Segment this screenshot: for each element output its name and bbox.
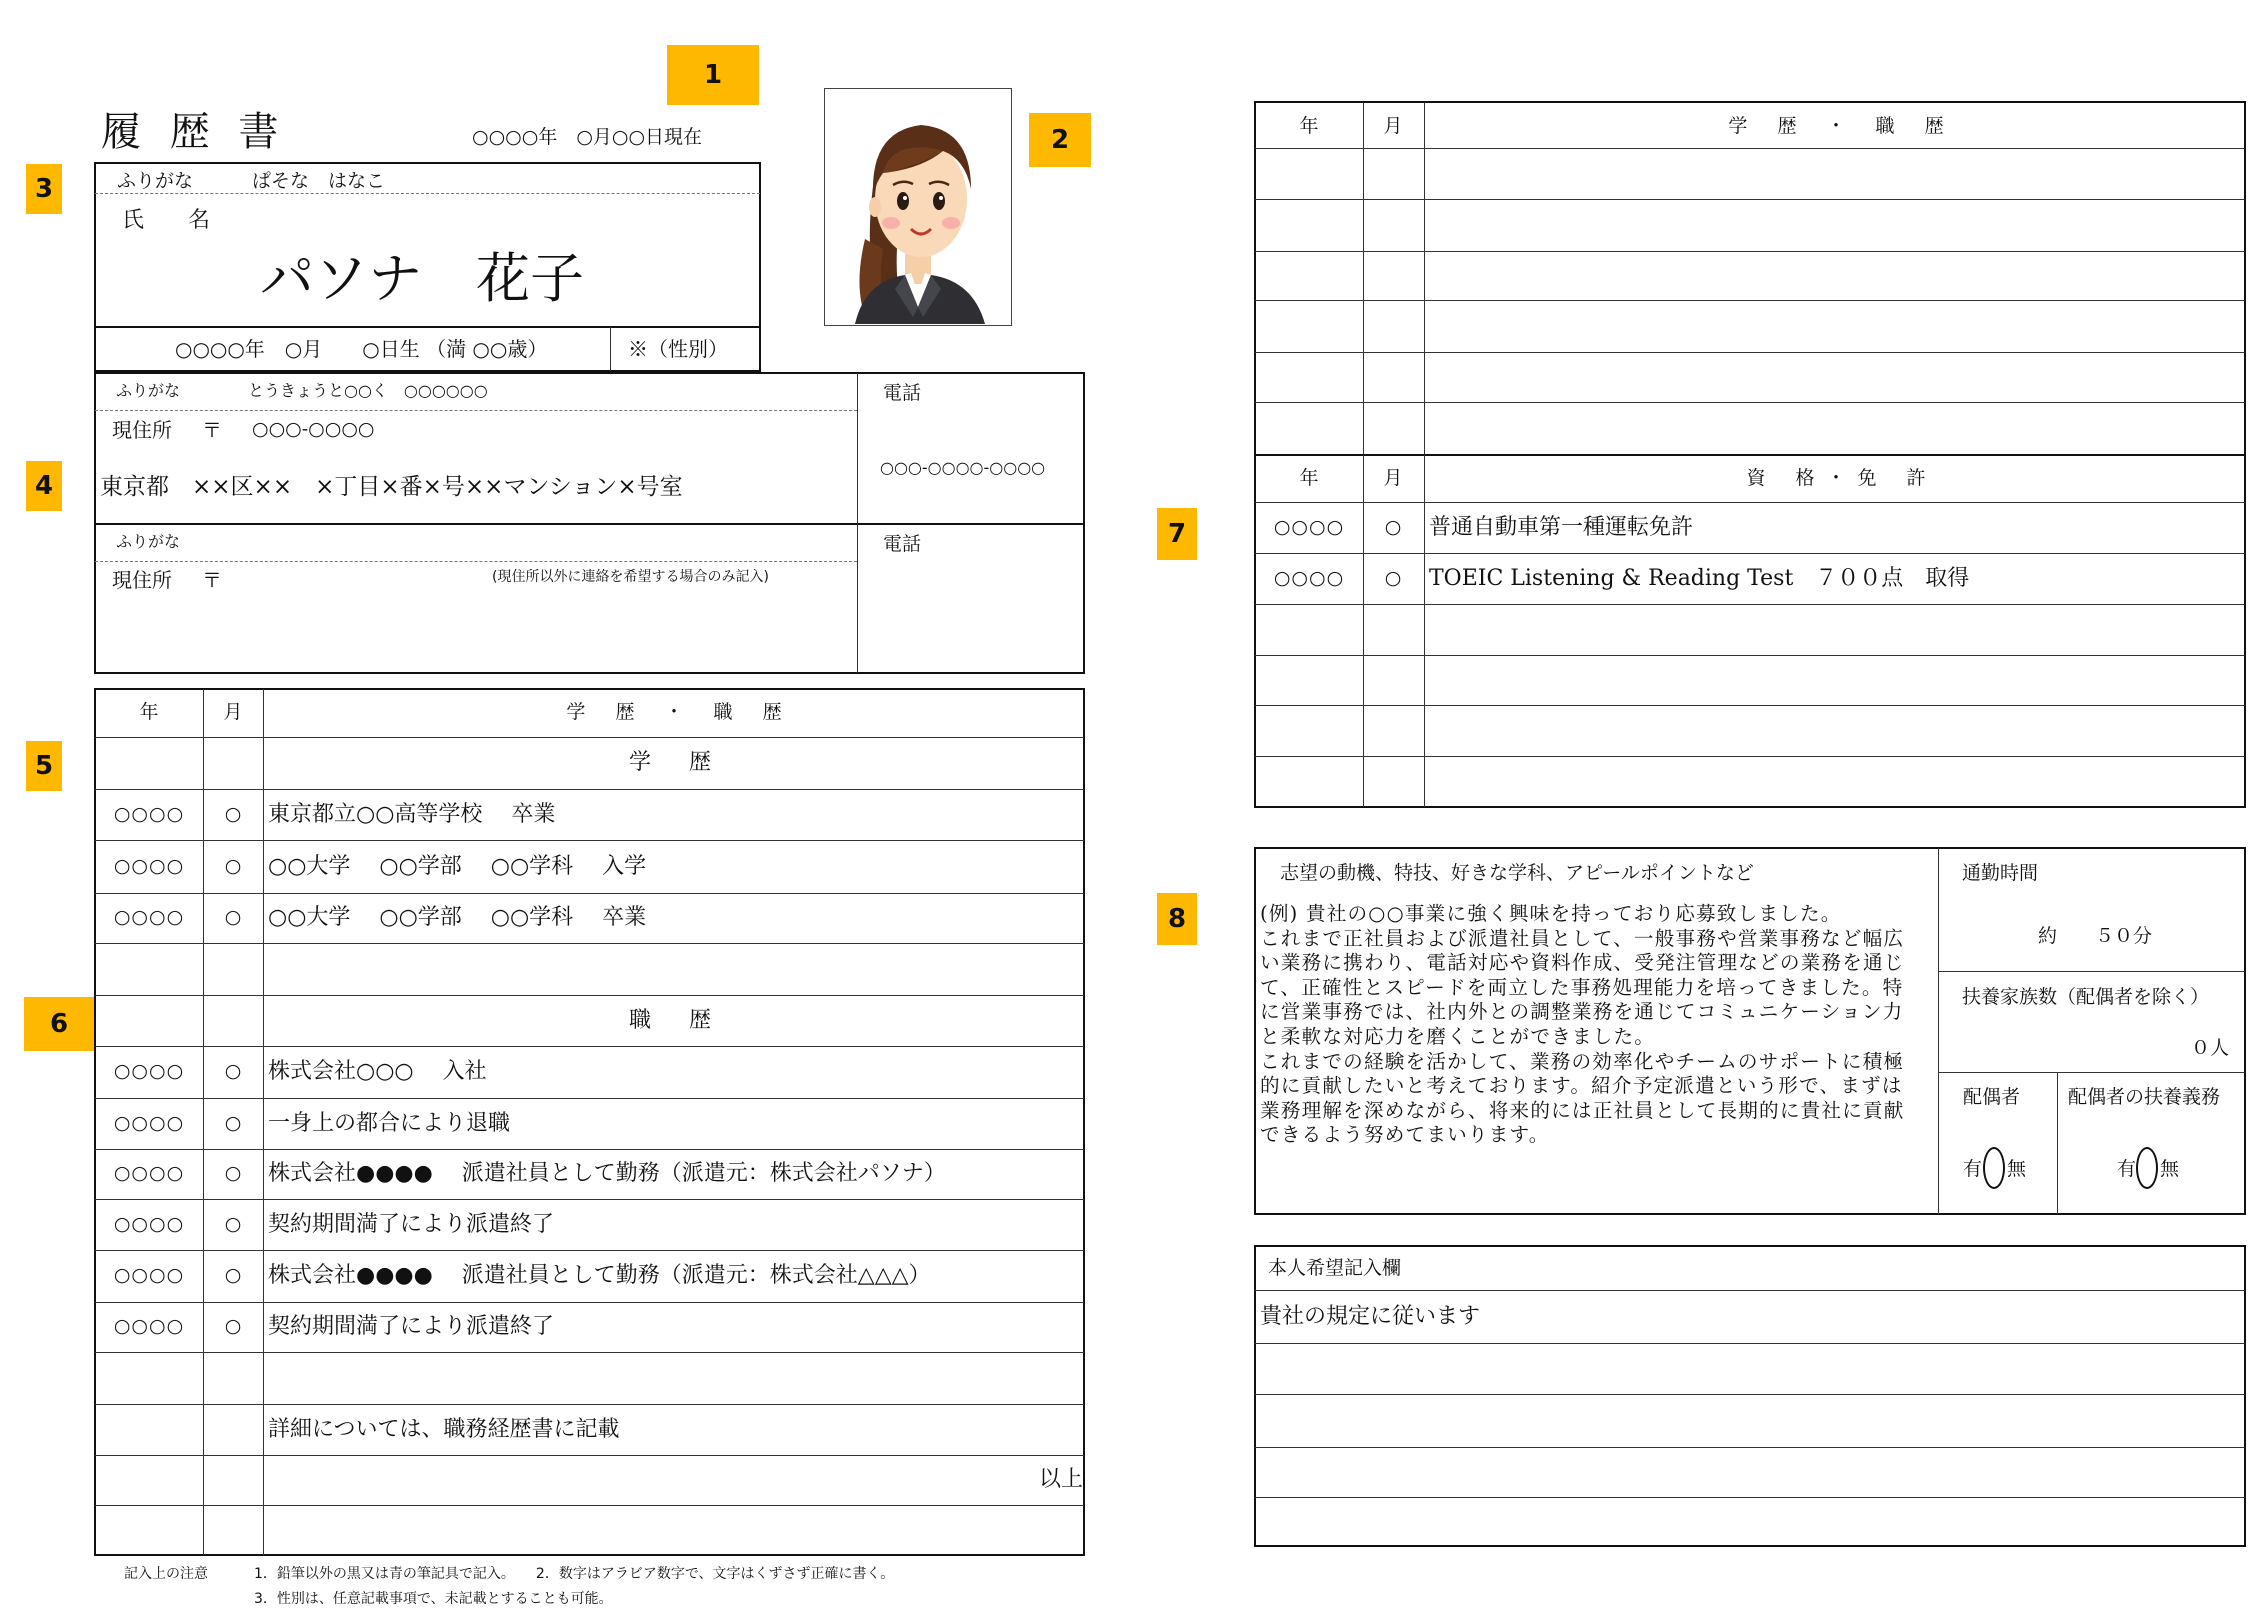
spouse-support-no: 無 (2160, 1158, 2180, 1180)
license-row (1254, 604, 2246, 655)
address-box-2 (94, 523, 1085, 674)
address2-postal-mark: 〒 (202, 568, 222, 592)
history-text: 詳細については、職務経歴書に記載 (268, 1416, 620, 1442)
photo-frame (824, 88, 1012, 326)
name-furigana-label: ふりがな (117, 170, 194, 192)
license-year: ○○○○ (1273, 515, 1345, 538)
history-month: ○ (224, 906, 242, 928)
history-text: 職 歴 (628, 1007, 720, 1033)
license-month: ○ (1384, 566, 1402, 589)
badge-1: 1 (667, 45, 759, 105)
history-month: ○ (224, 802, 242, 825)
badge-3: 3 (26, 164, 62, 214)
history-month: ○ (224, 1315, 242, 1337)
spouse-circle (1983, 1147, 2005, 1189)
history-text: 契約期間満了により派遣終了 (268, 1211, 555, 1237)
address1-furigana: とうきょうと○○く ○○○○○○ (248, 381, 488, 400)
spouse-support-label: 配偶者の扶養義務 (2068, 1086, 2221, 1108)
license-row (1254, 502, 2246, 553)
history-text: ○○大学 ○○学部 ○○学科 卒業 (268, 905, 647, 930)
full-name: パソナ 花子 (260, 247, 584, 310)
wishes-label: 本人希望記入欄 (1268, 1257, 1402, 1279)
history-year: ○○○○ (113, 906, 185, 928)
notes-line-1: 1．鉛筆以外の黒又は青の筆記具で記入。 2．数字はアラビア数字で、文字はくずさず正確に書く。 (254, 1566, 895, 1582)
badge-8: 8 (1157, 893, 1197, 945)
address1-label: 現住所 (112, 418, 172, 442)
history-text: 株式会社●●●● 派遣社員として勤務（派遣元：株式会社パソナ） (268, 1161, 946, 1186)
current-date: ○○○○年 ○月○○日現在 (472, 126, 703, 148)
history-row (94, 943, 1085, 995)
history-row (94, 1455, 1085, 1505)
history-year: ○○○○ (113, 802, 185, 825)
history-text: ○○大学 ○○学部 ○○学科 入学 (268, 853, 647, 879)
licenses-header-year: 年 (1299, 467, 1319, 489)
history-month: ○ (224, 1264, 242, 1286)
history-header-month: 月 (223, 701, 243, 723)
name-furigana: ぱそな はなこ (252, 170, 386, 192)
history2-row (1254, 352, 2246, 402)
history2-header-content: 学 歴 ・ 職 歴 (1728, 115, 1956, 137)
history-month: ○ (224, 1162, 242, 1184)
license-row (1254, 655, 2246, 705)
badge-7: 7 (1157, 508, 1197, 560)
history-text: 契約期間満了により派遣終了 (268, 1314, 555, 1339)
gender-field: ※（性別） (628, 337, 728, 361)
address1-furigana-label: ふりがな (116, 381, 181, 400)
woman-portrait-icon (825, 89, 1010, 324)
history-row (94, 1046, 1085, 1098)
wishes-text: 貴社の規定に従います (1260, 1304, 1481, 1329)
notes-line-2: 3．性別は、任意記載事項で、未記載とすることも可能。 (254, 1591, 613, 1607)
birth-date: ○○○○年 ○月 ○日生 （満 ○○歳） (175, 337, 548, 361)
page-title: 履 歴 書 (101, 109, 287, 155)
spouse-label: 配偶者 (1963, 1086, 2021, 1108)
dependents-count: ０人 (2191, 1037, 2230, 1059)
history-month: ○ (224, 1111, 242, 1134)
history-year: ○○○○ (113, 1264, 185, 1286)
history-text: 以上 (1038, 1467, 1083, 1492)
spouse-support-circle (2136, 1147, 2158, 1189)
address1-phone: ○○○-○○○○-○○○○ (880, 458, 1046, 477)
address2-note: (現住所以外に連絡を希望する場合のみ記入) (492, 569, 769, 585)
license-text: TOEIC Listening & Reading Test ７００点 取得 (1429, 565, 1970, 591)
history-year: ○○○○ (113, 1111, 185, 1134)
license-row (1254, 756, 2246, 808)
history-row (94, 995, 1085, 1046)
motivation-text: (例) 貴社の○○事業に強く興味を持っており応募致しました。 これまで正社員および派遣社員として、一般事務や営業事務など幅広い業務に携わり、電話対応や資料作成、受発注管理などの業務を通じて、正確性とスピードを両立した事務処理能力を培ってきました。特に営業事務では、社内外との調整業務を通じてコミュニケーション力と柔軟な対応力を磨くことができました。 これまでの経験を活かして、業務の効率化やチームのサポートに積極的に貢献したいと考えております。紹介予定派遣という形で、まずは業務理解を深めながら、将来的には正社員として長期的に貴社に貢献できるよう努めてまいります。 (1260, 902, 1905, 1147)
history-header-year: 年 (139, 701, 159, 723)
address1-text: 東京都 ××区×× ×丁目×番×号××マンション×号室 (100, 474, 683, 500)
history-row (94, 1505, 1085, 1556)
license-text: 普通自動車第一種運転免許 (1429, 514, 1694, 540)
licenses-header-content: 資 格・免 許 (1746, 467, 1938, 489)
notes-label: 記入上の注意 (124, 1566, 208, 1582)
history-row (94, 737, 1085, 789)
badge-5: 5 (26, 741, 62, 791)
history-text: 一身上の都合により退職 (268, 1110, 511, 1136)
address1-phone-label: 電話 (883, 382, 922, 404)
history-header-content: 学 歴 ・ 職 歴 (566, 701, 794, 723)
spouse-yes: 有 (1963, 1158, 1983, 1180)
history-row (94, 1098, 1085, 1149)
license-month: ○ (1384, 515, 1402, 538)
license-row (1254, 705, 2246, 756)
history2-header-year: 年 (1299, 115, 1319, 137)
badge-4: 4 (26, 461, 62, 511)
address1-postal-mark: 〒 (202, 418, 222, 442)
name-label: 氏 名 (122, 208, 211, 233)
history-month: ○ (224, 854, 242, 877)
history-year: ○○○○ (113, 1212, 185, 1235)
history-month: ○ (224, 1212, 242, 1235)
spouse-support-yes: 有 (2117, 1158, 2137, 1180)
address2-furigana-label: ふりがな (116, 532, 181, 551)
history2-row (1254, 148, 2246, 199)
history-text: 株式会社○○○ 入社 (268, 1059, 487, 1084)
address2-label: 現住所 (112, 568, 172, 592)
motivation-label: 志望の動機、特技、好きな学科、アピールポイントなど (1280, 862, 1754, 884)
history-year: ○○○○ (113, 854, 185, 877)
history-month: ○ (224, 1060, 242, 1082)
history-row (94, 1302, 1085, 1352)
history-row (94, 1199, 1085, 1250)
history-row (94, 789, 1085, 840)
history-year: ○○○○ (113, 1315, 185, 1337)
history2-header-month: 月 (1383, 115, 1403, 137)
badge-2: 2 (1029, 113, 1091, 167)
history2-row (1254, 402, 2246, 456)
history-text: 学 歴 (628, 750, 720, 775)
commute-time: 約 ５０分 (2038, 925, 2153, 947)
history-text: 株式会社●●●● 派遣社員として勤務（派遣元：株式会社△△△） (268, 1263, 931, 1288)
history-year: ○○○○ (113, 1162, 185, 1184)
address2-phone-label: 電話 (883, 533, 922, 555)
spouse-no: 無 (2007, 1158, 2027, 1180)
dependents-label: 扶養家族数（配偶者を除く） (1962, 986, 2210, 1008)
history-row (94, 1352, 1085, 1404)
history2-row (1254, 199, 2246, 251)
licenses-header-month: 月 (1383, 467, 1403, 489)
history-year: ○○○○ (113, 1060, 185, 1082)
history2-row (1254, 300, 2246, 352)
history-text: 東京都立○○高等学校 卒業 (268, 801, 556, 827)
address-box-1 (94, 372, 1085, 525)
license-year: ○○○○ (1273, 566, 1345, 589)
history2-row (1254, 251, 2246, 300)
address1-postal-code: ○○○-○○○○ (252, 418, 375, 440)
badge-6: 6 (24, 997, 94, 1051)
commute-label: 通勤時間 (1962, 862, 2039, 884)
